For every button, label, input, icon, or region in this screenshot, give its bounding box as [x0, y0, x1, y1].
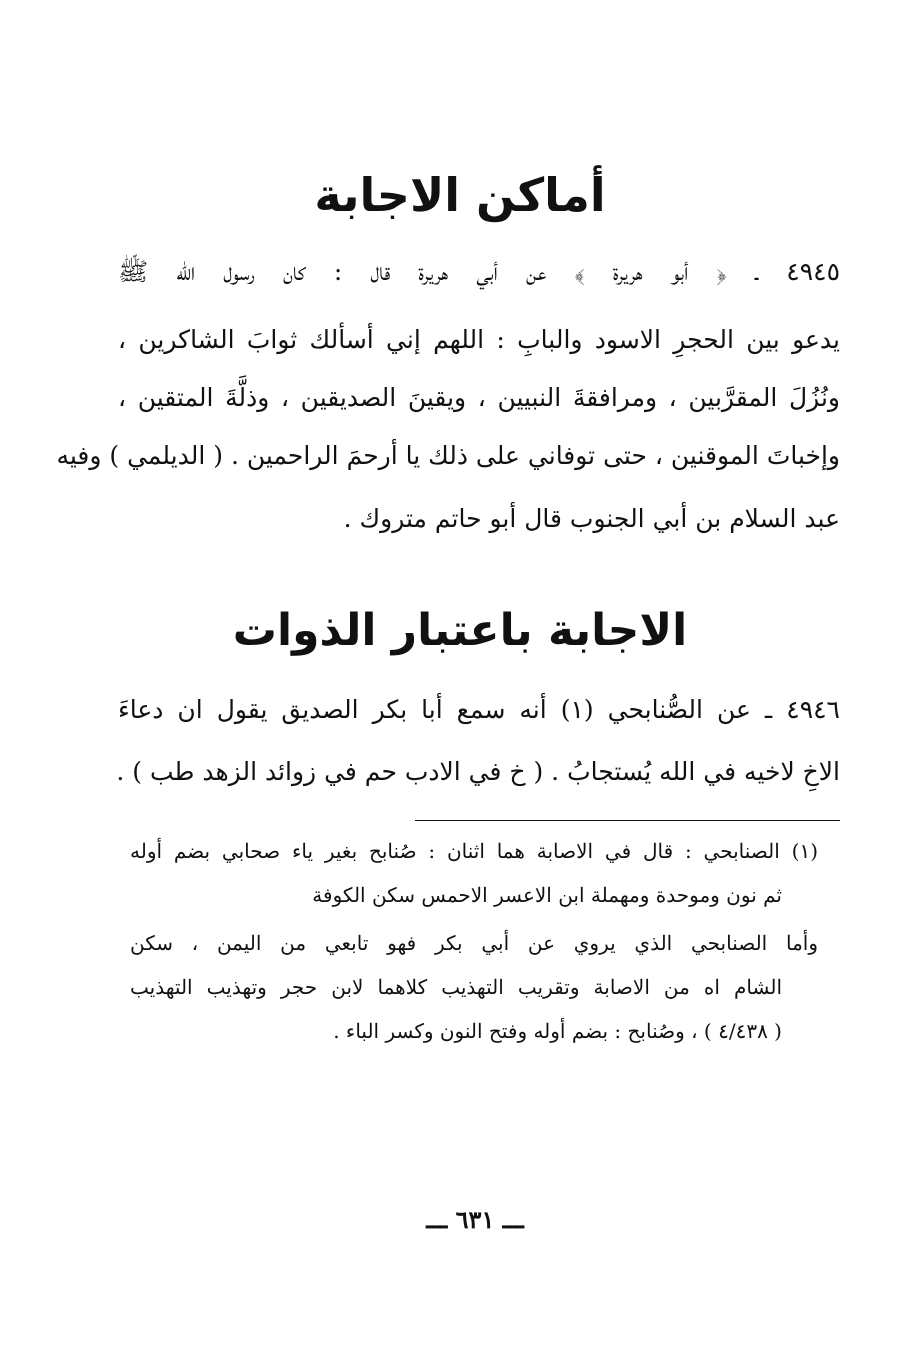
entry-4945-line: عبد السلام بن أبي الجنوب قال أبو حاتم متروك .: [343, 504, 840, 533]
footnote-line: ثم نون وموحدة ومهملة ابن الاعسر الاحمس سكن الكوفة: [312, 883, 782, 907]
entry-4946-line: الاخِ لاخيه في الله يُستجابُ . ( خ في الادب حم في زوائد الزهد طب ) .: [116, 757, 840, 786]
footnote-line: (١) الصنابحي : قال في الاصابة هما اثنان : صُنابح بغير ياء صحابي بضم أوله: [130, 839, 818, 863]
page-number: ـــ ٦٣١ ـــ: [426, 1205, 524, 1234]
footnote-line: وأما الصنابحي الذي يروي عن أبي بكر فهو تابعي من اليمن ، سكن: [130, 931, 818, 955]
entry-4946-line: ٤٩٤٦ ـ عن الصُّنابحي (١) أنه سمع أبا بكر الصديق يقول ان دعاءَ: [118, 695, 840, 724]
section-heading-places-of-answer: أماكن الاجابة: [314, 168, 606, 222]
entry-4945-line: ونُزُلَ المقرَّبين ، ومرافقةَ النبيين ، ويقينَ الصديقين ، وذلَّةَ المتقين ،: [118, 383, 840, 412]
entry-4945-line: ٤٩٤٥ ـ ﴿ أبو هريرة ﴾ عن أبي هريرة قال : كان رسول الله ﷺ: [118, 257, 840, 286]
footnote-divider: [415, 820, 840, 821]
footnote-line: الشام اه من الاصابة وتقريب التهذيب كلاهما لابن حجر وتهذيب التهذيب: [130, 975, 782, 999]
entry-4945-line: يدعو بين الحجرِ الاسود والبابِ : اللهم إني أسألك ثوابَ الشاكرين ،: [118, 325, 840, 354]
entry-4945-line: وإخباتَ الموقنين ، حتى توفاني على ذلك يا أرحمَ الراحمين . ( الديلمي ) وفيه: [56, 441, 840, 470]
section-heading-answer-by-persons: الاجابة باعتبار الذوات: [232, 605, 688, 656]
footnote-line: ( ٤/٤٣٨ ) ، وصُنابح : بضم أوله وفتح النون وكسر الباء .: [333, 1019, 782, 1043]
